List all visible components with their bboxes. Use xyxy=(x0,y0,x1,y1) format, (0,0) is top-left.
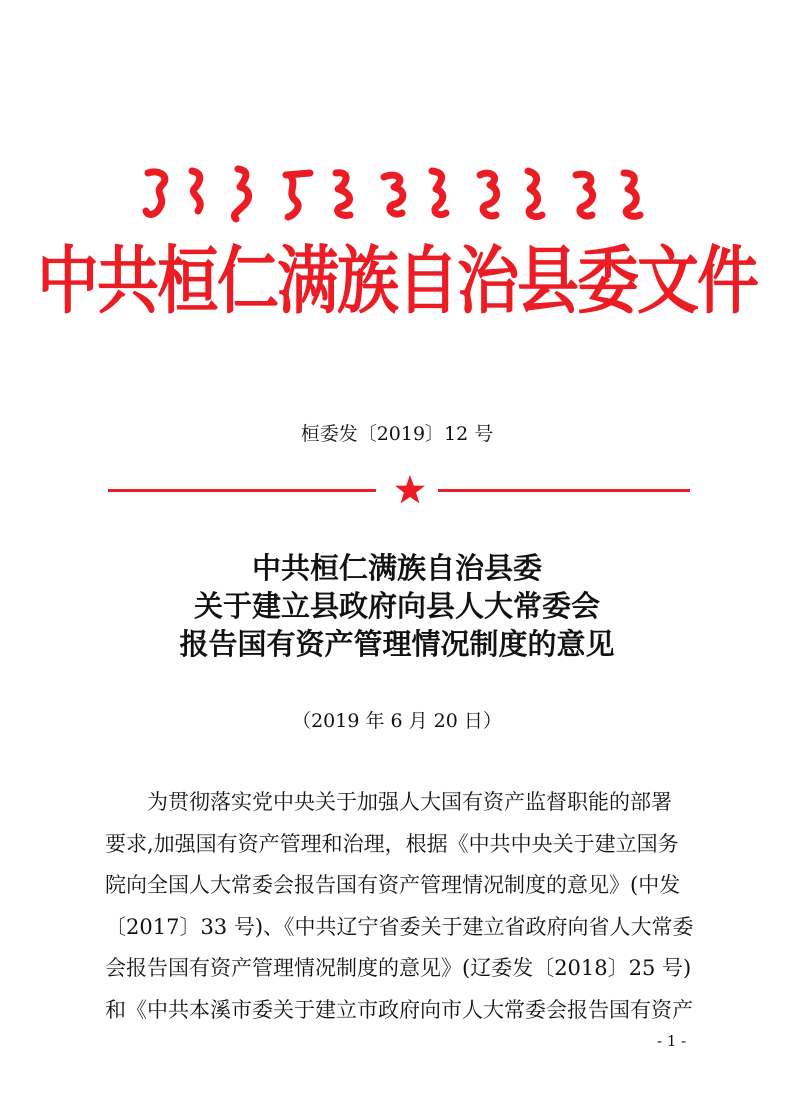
body-line: 院向全国人大常委会报告国有资产管理情况制度的意见》(中发 xyxy=(105,873,681,897)
body-line: 〔2017〕33 号)、《中共辽宁省委关于建立省政府向省人大常委 xyxy=(105,914,694,939)
document-number: 桓委发〔2019〕12 号 xyxy=(300,423,494,445)
title-line-1: 中共桓仁满族自治县委 xyxy=(251,551,542,585)
document-title xyxy=(0,549,794,663)
body-line: 要求,加强国有资产管理和治理，根据《中共中央关于建立国务 xyxy=(105,831,679,856)
red-divider xyxy=(108,474,690,506)
masthead-title: 中共桓仁满族自治县委文件 xyxy=(36,237,757,324)
body-line: 和《中共本溪市委关于建立市政府向市人大常委会报告国有资产 xyxy=(105,997,693,1022)
title-line-3: 报告国有资产管理情况制度的意见 xyxy=(179,627,615,661)
divider-rule-left xyxy=(108,489,376,492)
star-icon xyxy=(394,474,426,506)
document-date: （2019 年 6 月 20 日） xyxy=(292,710,502,732)
divider-rule-right xyxy=(438,489,690,492)
body-paragraph xyxy=(105,782,694,1031)
title-line-2: 关于建立县政府向县人大常委会 xyxy=(193,589,600,623)
page-number: - 1 - xyxy=(657,1032,687,1050)
body-line: 为贯彻落实党中央关于加强人大国有资产监督职能的部署 xyxy=(147,790,672,814)
manchu-script-logo xyxy=(140,163,660,225)
manchu-script-banner xyxy=(140,163,660,225)
body-line: 会报告国有资产管理情况制度的意见》(辽委发〔2018〕25 号) xyxy=(105,956,692,980)
